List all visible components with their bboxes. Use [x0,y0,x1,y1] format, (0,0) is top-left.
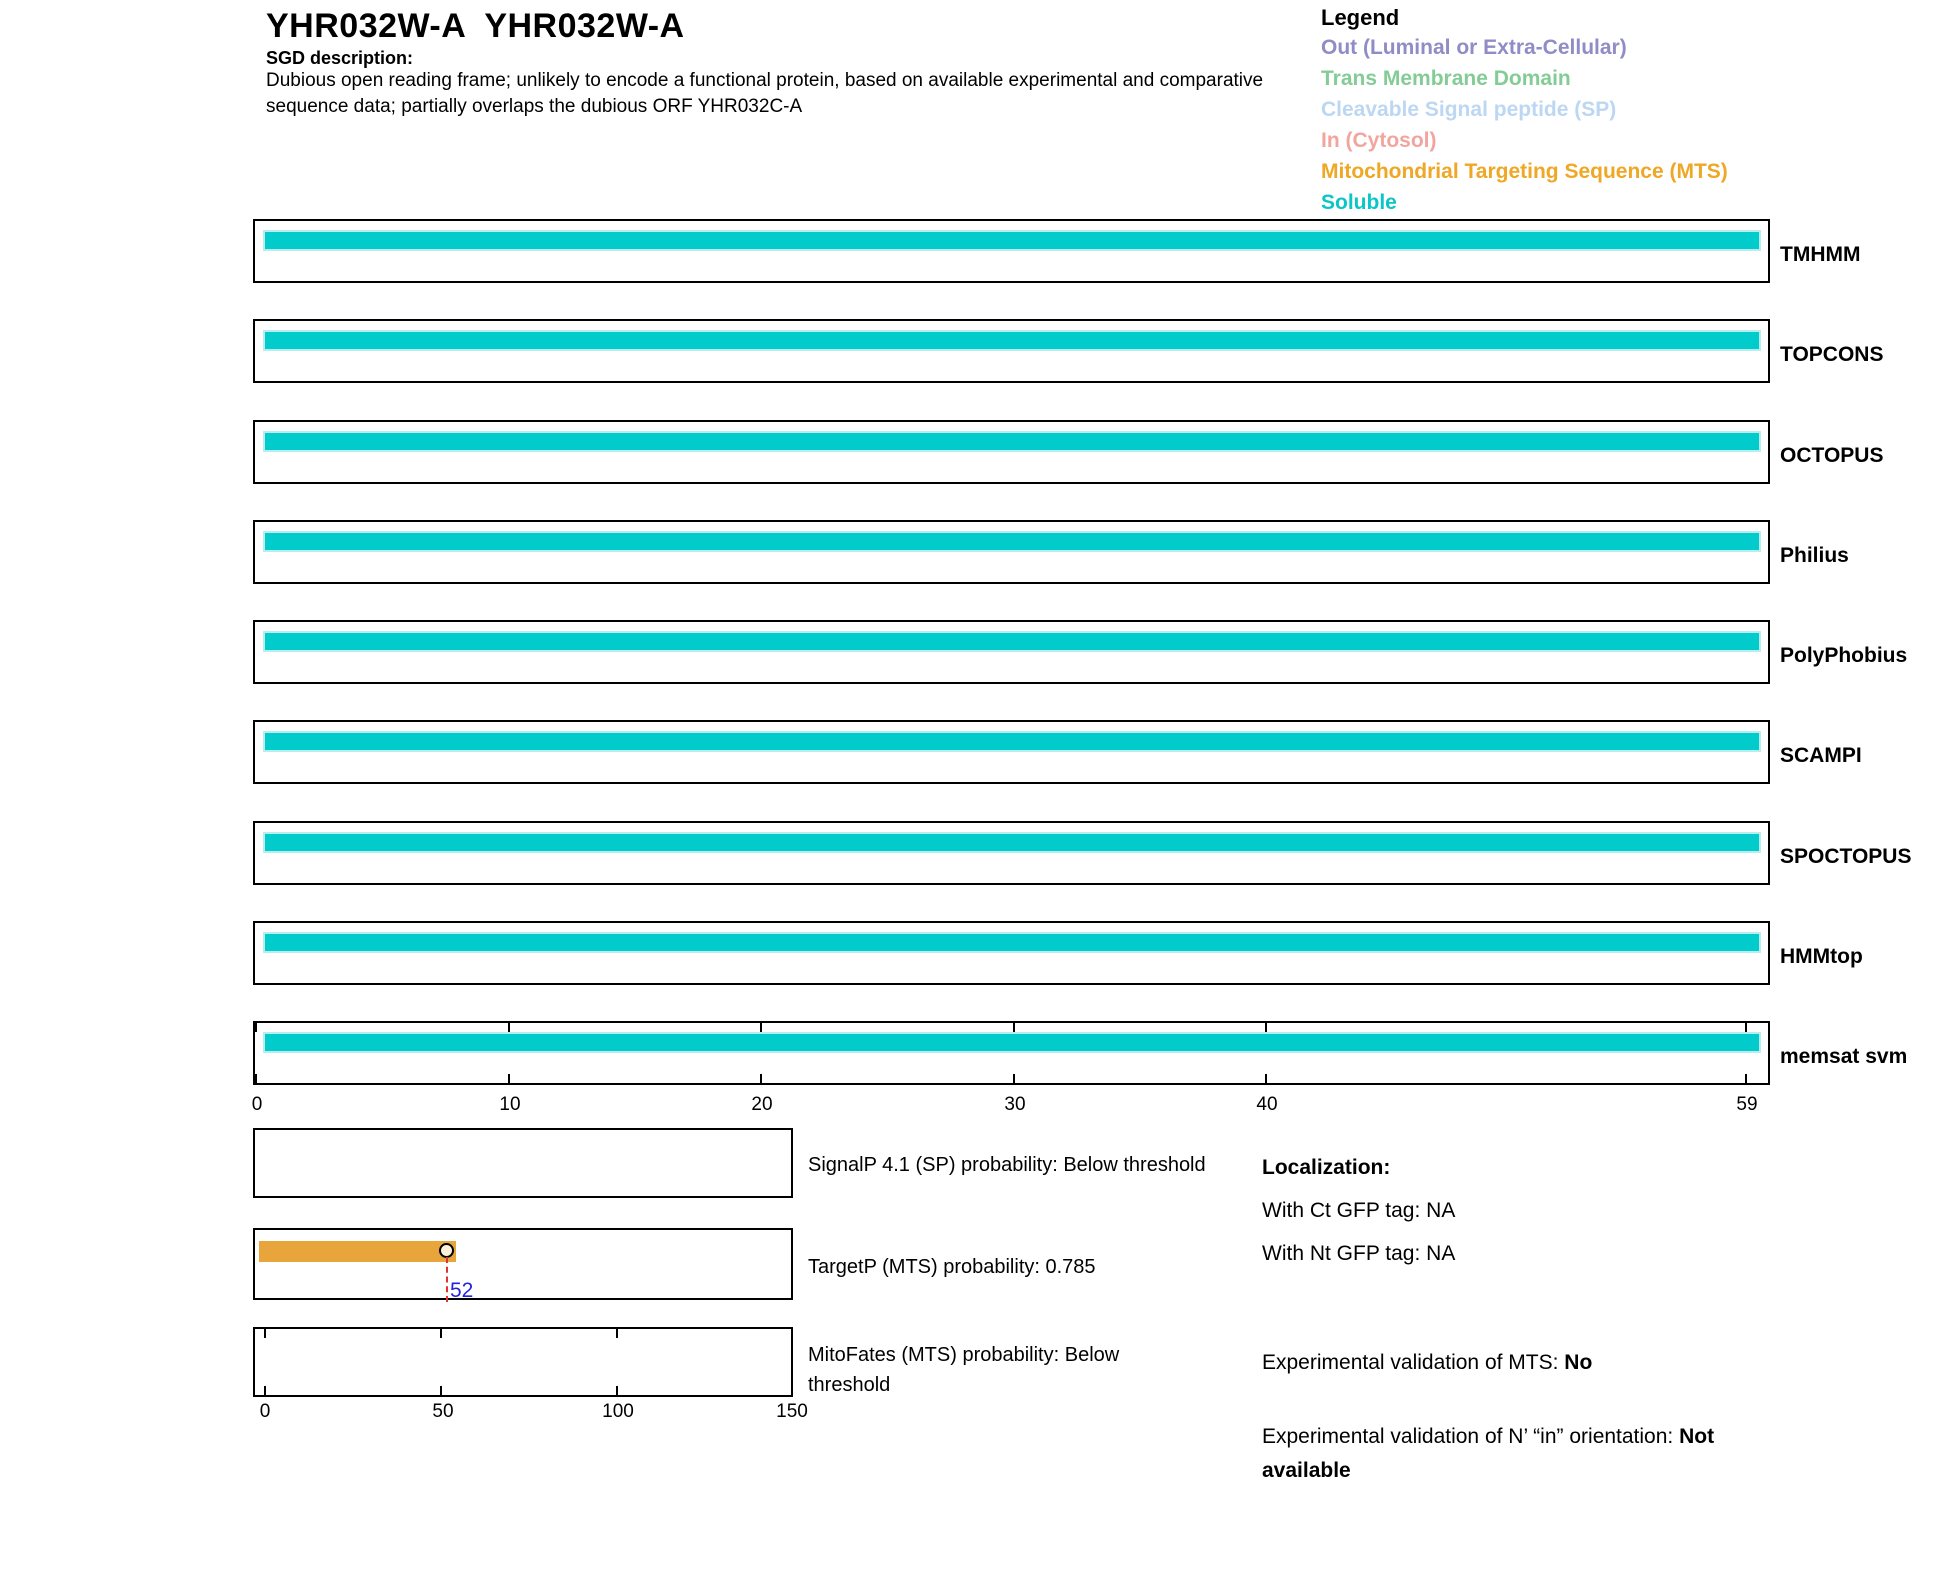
page-title: YHR032W-A YHR032W-A [266,7,685,45]
mts-cleavage-line [446,1257,448,1302]
nt-gfp-tag-line: With Nt GFP tag: NA [1262,1242,1456,1265]
mts-probability-bar [259,1241,456,1262]
axis-tick [760,1023,762,1032]
orientation-validation-prefix: Experimental validation of N’ “in” orientation: [1262,1425,1680,1448]
soluble-bar [263,932,1761,953]
targetp-panel [253,1228,793,1300]
mts-validation-prefix: Experimental validation of MTS: [1262,1351,1565,1374]
residue-axis-tick-label: 30 [1004,1094,1026,1115]
track-row-octopus [253,420,1884,484]
track-label: HMMtop [1780,945,1863,968]
track-label: memsat svm [1780,1045,1908,1068]
track-row-philius [253,520,1849,584]
legend-item-out: Out (Luminal or Extra-Cellular) [1321,36,1627,59]
track-label: OCTOPUS [1780,444,1884,467]
axis-tick [1265,1023,1267,1032]
soluble-bar [263,531,1761,552]
mts-validation-line [1262,1350,1592,1376]
mts-validation-value: No [1564,1351,1593,1374]
residue-axis-tick-label: 59 [1736,1094,1758,1115]
axis-tick [255,1023,257,1032]
targetp-label: TargetP (MTS) probability: 0.785 [808,1256,1096,1278]
sgd-description-label: SGD description: [266,48,414,68]
track-label: PolyPhobius [1780,644,1908,667]
legend-item-sp: Cleavable Signal peptide (SP) [1321,98,1617,121]
sgd-description-text: Dubious open reading frame; unlikely to encode a functional protein, based on available experimental and comparative sequence data; partially overlaps the dubious ORF YHR032C-A [266,70,1264,117]
track-row-tmhmm [253,219,1861,283]
track-row-spoctopus [253,821,1912,885]
soluble-bar [263,230,1761,251]
signalp-panel [253,1128,793,1198]
axis-tick [616,1386,618,1395]
mts-cleavage-marker [439,1243,454,1258]
axis-tick [440,1386,442,1395]
axis-tick [508,1074,510,1083]
axis-tick [440,1329,442,1338]
residue-axis-tick-label: 40 [1256,1094,1278,1115]
track-label: SPOCTOPUS [1780,845,1912,868]
legend-item-soluble: Soluble [1321,191,1397,214]
axis-tick [760,1074,762,1083]
axis-tick [1745,1074,1747,1083]
track-label: Philius [1780,544,1849,567]
signalp-label: SignalP 4.1 (SP) probability: Below threshold [808,1154,1206,1176]
localization-title: Localization: [1262,1156,1391,1179]
soluble-bar [263,431,1761,452]
orientation-validation-line [1262,1420,1762,1488]
residue-axis-tick-label: 0 [251,1094,263,1115]
axis-tick [264,1329,266,1338]
soluble-bar [263,330,1761,351]
soluble-bar [263,1032,1761,1053]
ct-gfp-tag-line: With Ct GFP tag: NA [1262,1199,1456,1222]
residue-axis-tick-label: 10 [499,1094,521,1115]
mts-cleavage-position-label: 52 [450,1279,474,1302]
track-label: TOPCONS [1780,343,1884,366]
axis-tick [616,1329,618,1338]
legend-title: Legend [1321,5,1400,30]
axis-tick [264,1386,266,1395]
soluble-bar [263,731,1761,752]
soluble-bar [263,631,1761,652]
legend-item-tmd: Trans Membrane Domain [1321,67,1571,90]
axis-tick [1265,1074,1267,1083]
axis-tick [1013,1074,1015,1083]
track-label: SCAMPI [1780,744,1862,767]
soluble-bar [263,832,1761,853]
probability-axis-tick-label: 50 [432,1401,454,1422]
axis-tick [255,1074,257,1083]
mitofates-label: MitoFates (MTS) probability: Below threshold [808,1344,1120,1396]
probability-axis-tick-label: 150 [776,1401,808,1422]
track-label: TMHMM [1780,243,1861,266]
residue-axis-tick-label: 20 [751,1094,773,1115]
probability-axis-tick-label: 0 [259,1401,271,1422]
track-row-scampi [253,720,1862,784]
legend [1321,4,1728,218]
probability-axis-tick-label: 100 [602,1401,634,1422]
track-row-topcons [253,319,1884,383]
axis-tick [508,1023,510,1032]
track-row-polyphobius [253,620,1908,684]
track-row-hmmtop [253,921,1863,985]
axis-tick [1745,1023,1747,1032]
orientation-validation-value: Not available [1262,1425,1715,1482]
axis-tick [1013,1023,1015,1032]
legend-item-mts: Mitochondrial Targeting Sequence (MTS) [1321,160,1728,183]
mitofates-panel [253,1327,793,1397]
legend-item-in: In (Cytosol) [1321,129,1437,152]
track-row-memsat-svm [253,1021,1908,1085]
